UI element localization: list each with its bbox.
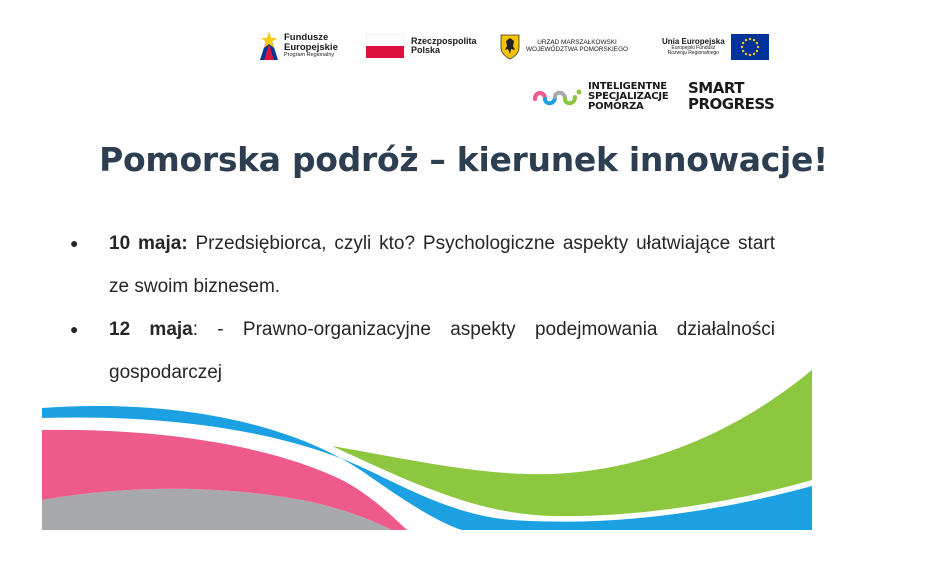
- bullet-icon: ●: [70, 321, 79, 337]
- rp-line1: Rzeczpospolita: [411, 35, 477, 46]
- fe-line3: Program Regionalny: [284, 52, 335, 59]
- um-line1: URZĄD MARSZAŁKOWSKI: [537, 39, 617, 47]
- eu-flag-icon: [731, 34, 769, 60]
- agenda-text: Przedsiębiorca, czyli kto? Psychologiczne aspekty ułatwiające start ze swoim biznesem.: [109, 233, 775, 297]
- bullet-icon: ●: [70, 235, 79, 251]
- fe-line2: Europejskie: [284, 42, 338, 54]
- rp-line2: Polska: [411, 45, 441, 55]
- agenda-date-sep: :: [192, 319, 199, 340]
- ue-line3: Rozwoju Regionalnego: [667, 50, 720, 57]
- isp-line2: SPECJALIZACJE: [588, 91, 669, 102]
- isp-wave-icon: [532, 85, 584, 109]
- decorative-waves: [42, 368, 812, 530]
- fe-line1: Fundusze: [284, 32, 329, 44]
- polish-flag-icon: [366, 34, 404, 58]
- slide-title: Pomorska podróż – kierunek innowacje!: [99, 140, 828, 179]
- agenda-text: - Prawno-organizacyjne aspekty podejmowania działalności gospodarczej: [109, 319, 775, 383]
- urzad-marszalkowski-logo: [500, 34, 628, 60]
- smart-progress-logo: [688, 81, 774, 113]
- ue-line2: Europejski Fundusz: [671, 44, 716, 51]
- fe-star-icon: [258, 30, 280, 62]
- agenda-item: [70, 222, 775, 308]
- sp-line2: PROGRESS: [688, 94, 775, 113]
- griffin-shield-icon: [500, 34, 520, 60]
- agenda-date: 12 maja: [109, 319, 193, 340]
- inteligentne-specjalizacje-logo: [532, 82, 669, 112]
- agenda-date: 10 maja:: [109, 233, 188, 254]
- ue-line1: Unia Europejska: [662, 36, 725, 46]
- isp-line1: INTELIGENTNE: [588, 81, 667, 92]
- unia-europejska-logo: [662, 34, 769, 60]
- fundusze-europejskie-logo: [258, 30, 338, 62]
- sp-line1: SMART: [688, 79, 744, 97]
- rzeczpospolita-polska-logo: [366, 34, 477, 58]
- um-line2: WOJEWÓDZTWA POMORSKIEGO: [526, 46, 629, 53]
- isp-line3: POMORZA: [588, 101, 644, 112]
